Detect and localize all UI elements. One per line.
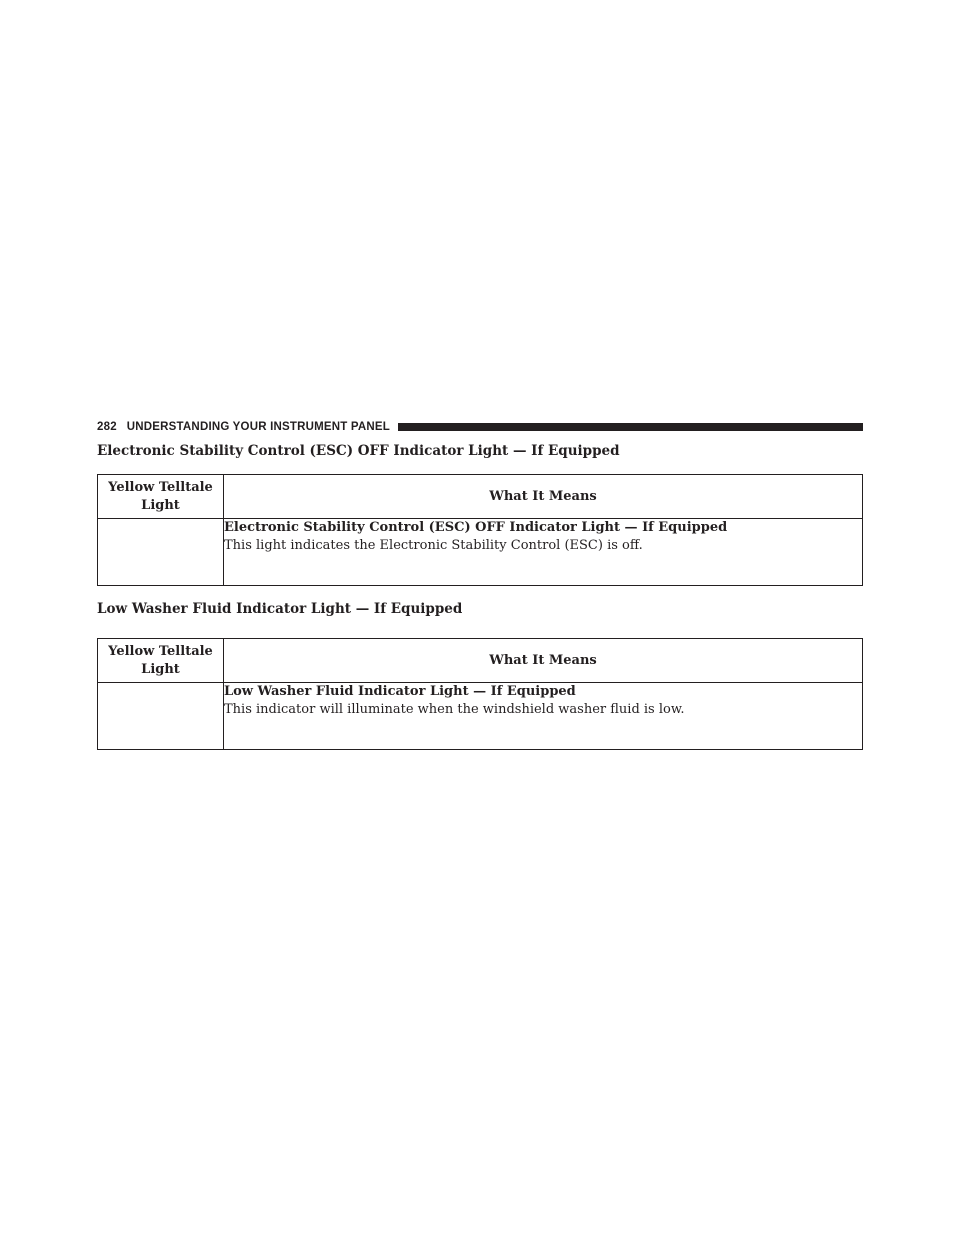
col-header-telltale: Yellow Telltale Light [98,639,224,683]
col-header-telltale: Yellow Telltale Light [98,475,224,519]
table-row [98,683,863,750]
washer-fluid-table [97,638,863,750]
table-header-row [98,639,863,683]
col-header-meaning: What It Means [224,475,863,519]
meaning-title: Electronic Stability Control (ESC) OFF Indicator Light — If Equipped [224,520,728,535]
table-header-row [98,475,863,519]
section-title: UNDERSTANDING YOUR INSTRUMENT PANEL [126,421,390,433]
page-header [97,419,863,435]
meaning-text: This indicator will illuminate when the windshield washer fluid is low. [224,702,685,717]
telltale-icon-cell [98,519,224,586]
col-header-meaning: What It Means [224,639,863,683]
meaning-cell [224,683,863,750]
meaning-text: This light indicates the Electronic Stability Control (ESC) is off. [224,538,643,553]
washer-fluid-heading: Low Washer Fluid Indicator Light — If Equipped [97,601,463,617]
page-number: 282 [97,421,117,433]
header-rule [398,423,863,431]
meaning-title: Low Washer Fluid Indicator Light — If Equipped [224,684,576,699]
meaning-cell [224,519,863,586]
esc-off-heading: Electronic Stability Control (ESC) OFF Indicator Light — If Equipped [97,443,620,459]
telltale-icon-cell [98,683,224,750]
table-row [98,519,863,586]
esc-off-table [97,474,863,586]
